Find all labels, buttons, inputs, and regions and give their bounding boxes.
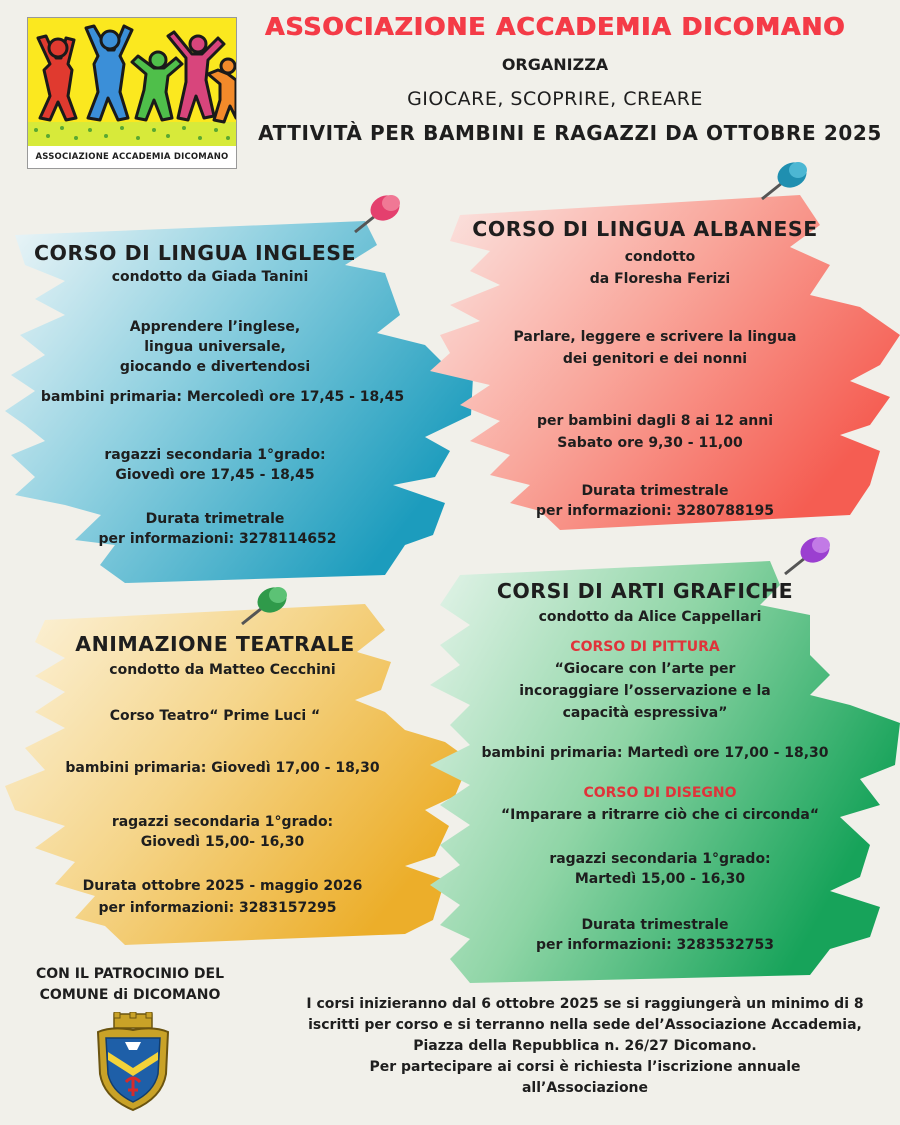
english-duration: Durata trimetrale <box>145 511 285 527</box>
english-primary: bambini primaria: Mercoledì ore 17,45 - 18,45 <box>40 389 405 405</box>
painting-desc-1: “Giocare con l’arte per <box>554 661 736 677</box>
patronage-line-1: CON IL PATROCINIO DEL <box>35 966 224 982</box>
arts-teacher: condotto da Alice Cappellari <box>538 609 762 625</box>
drawing-label: CORSO DI DISEGNO <box>583 785 737 801</box>
activities-heading: ATTIVITÀ PER BAMBINI E RAGAZZI DA OTTOBRE 2025 <box>258 121 882 145</box>
purple-pushpin-icon <box>775 530 839 580</box>
theater-contact: per informazioni: 3283157295 <box>98 900 337 916</box>
english-title: CORSO DI LINGUA INGLESE <box>33 241 356 265</box>
logo-caption: ASSOCIAZIONE ACCADEMIA DICOMANO <box>35 152 229 162</box>
theater-secondary-2: Giovedì 15,00- 16,30 <box>140 834 305 850</box>
info-line-5: all’Associazione <box>521 1080 649 1096</box>
theater-title: ANIMAZIONE TEATRALE <box>75 632 355 656</box>
albanian-contact: per informazioni: 3280788195 <box>536 503 774 519</box>
arts-secondary-1: ragazzi secondaria 1°grado: <box>549 851 771 867</box>
painting-desc-2: incoraggiare l’osservazione e la <box>519 683 771 699</box>
albanian-desc-1: Parlare, leggere e scrivere la lingua <box>513 329 797 345</box>
patronage-text <box>20 964 240 1006</box>
english-desc-2: lingua universale, <box>144 339 286 355</box>
theater-course: Corso Teatro“ Prime Luci “ <box>109 708 321 724</box>
theater-secondary-1: ragazzi secondaria 1°grado: <box>111 814 334 830</box>
patronage-line-2: COMUNE di DICOMANO <box>39 987 221 1003</box>
albanian-age: per bambini dagli 8 ai 12 anni <box>536 413 774 429</box>
arts-secondary-2: Martedì 15,00 - 16,30 <box>574 871 746 887</box>
arts-course-panel <box>430 555 900 985</box>
english-secondary-2: Giovedì ore 17,45 - 18,45 <box>115 467 315 483</box>
painting-time: bambini primaria: Martedì ore 17,00 - 18,30 <box>481 745 829 761</box>
course-info-text <box>275 994 895 1099</box>
painting-label: CORSO DI PITTURA <box>570 639 720 655</box>
drawing-desc: “Imparare a ritrarre ciò che ci circonda“ <box>500 807 820 823</box>
theater-teacher: condotto da Matteo Cecchini <box>109 662 336 678</box>
albanian-duration: Durata trimestrale <box>581 483 729 499</box>
organizes-label: ORGANIZZA <box>501 55 609 74</box>
english-teacher: condotto da Giada Tanini <box>111 269 309 285</box>
info-line-4: Per partecipare ai corsi è richiesta l’iscrizione annuale <box>369 1059 801 1075</box>
english-secondary-1: ragazzi secondaria 1°grado: <box>104 447 326 463</box>
arts-contact: per informazioni: 3283532753 <box>536 937 774 953</box>
theater-primary: bambini primaria: Giovedì 17,00 - 18,30 <box>65 760 380 776</box>
association-logo <box>27 17 237 169</box>
albanian-desc-2: dei genitori e dei nonni <box>562 351 748 367</box>
english-contact: per informazioni: 3278114652 <box>98 531 337 547</box>
info-line-3: Piazza della Repubblica n. 26/27 Dicomano. <box>413 1038 757 1054</box>
albanian-teacher-2: da Floresha Ferizi <box>589 271 731 287</box>
arts-title: CORSI DI ARTI GRAFICHE <box>496 579 794 603</box>
subtitle: GIOCARE, SCOPRIRE, CREARE <box>407 88 703 110</box>
info-line-2: iscritti per corso e si terranno nella sede del’Associazione Accademia, <box>308 1017 862 1033</box>
green-pushpin-icon <box>232 580 296 630</box>
english-course-panel <box>5 215 475 585</box>
dancing-figures-logo-art <box>28 18 236 146</box>
english-desc-3: giocando e divertendosi <box>119 359 311 375</box>
teal-pushpin-icon <box>752 155 816 205</box>
info-line-1: I corsi inizieranno dal 6 ottobre 2025 se si raggiungerà un minimo di 8 <box>306 996 864 1012</box>
painting-desc-3: capacità espressiva” <box>562 705 728 721</box>
albanian-title: CORSO DI LINGUA ALBANESE <box>472 217 818 241</box>
dicomano-coat-of-arms-icon <box>92 1012 174 1112</box>
association-title: ASSOCIAZIONE ACCADEMIA DICOMANO <box>264 12 846 41</box>
theater-duration: Durata ottobre 2025 - maggio 2026 <box>82 878 363 894</box>
arts-duration: Durata trimestrale <box>581 917 729 933</box>
albanian-time: Sabato ore 9,30 - 11,00 <box>557 435 743 451</box>
albanian-teacher-1: condotto <box>624 249 696 265</box>
english-desc-1: Apprendere l’inglese, <box>129 319 301 335</box>
albanian-course-panel <box>430 185 900 545</box>
